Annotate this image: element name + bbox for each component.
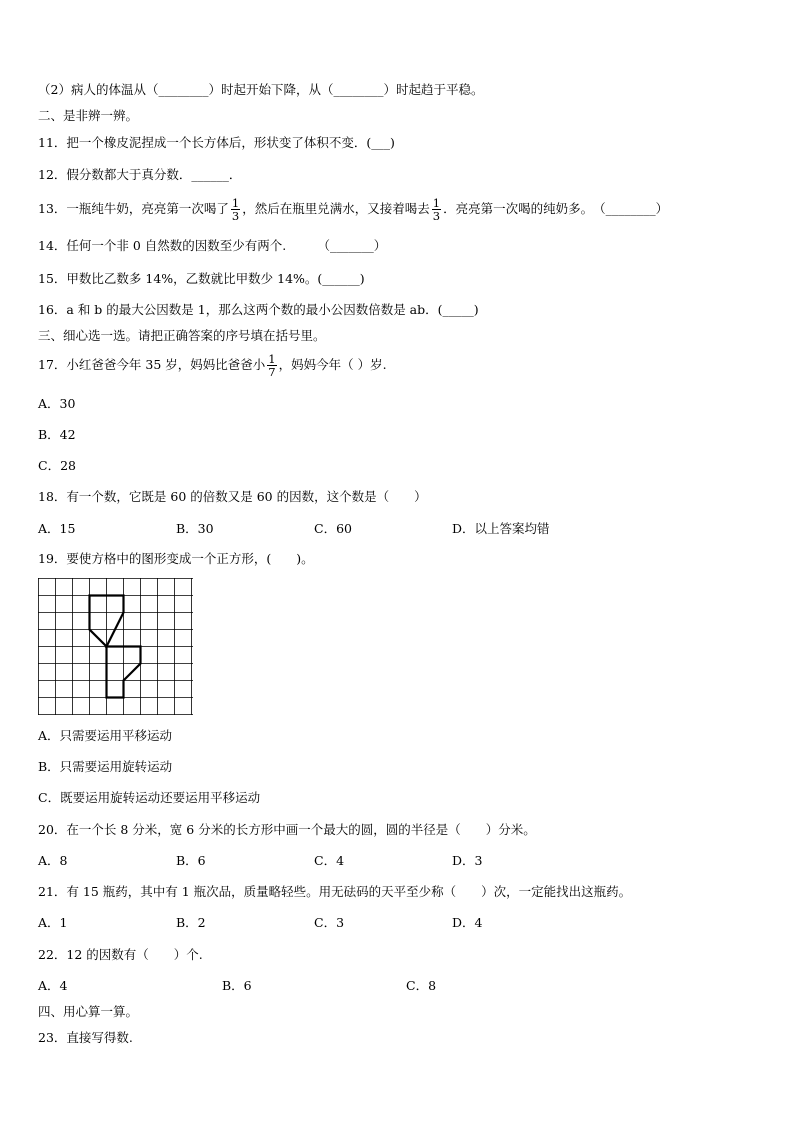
question-16: 16．a 和 b 的最大公因数是 1，那么这两个数的最小公因数倍数是 ab．(_____) (38, 302, 479, 317)
fraction-one-third: $\frac{1}{3}$ (231, 196, 240, 223)
question-15: 15．甲数比乙数多 14%，乙数就比甲数少 14%。(______) (38, 271, 365, 286)
q21-option-a[interactable]: A．1 (38, 915, 68, 930)
question-19: 19．要使方格中的图形变成一个正方形，( )。 (38, 551, 314, 566)
question-13 (38, 195, 668, 223)
q13-part-c: ．亮亮第一次喝的纯奶多。 （________） (443, 201, 669, 216)
q19-option-b[interactable]: B．只需要运用旋转运动 (38, 759, 173, 774)
fraction-one-seventh: $\frac{1}{7}$ (268, 352, 276, 379)
q17-part-a: 17．小红爸爸今年 35 岁，妈妈比爸爸小 (38, 357, 266, 372)
q20-option-a[interactable]: A．8 (38, 853, 68, 868)
q20-option-b[interactable]: B．6 (176, 853, 206, 868)
q21-option-d[interactable]: D．4 (452, 915, 483, 930)
question-17 (38, 351, 387, 379)
q20-option-c[interactable]: C．4 (314, 853, 345, 868)
q22-option-a[interactable]: A．4 (38, 978, 68, 993)
question-12: 12．假分数都大于真分数．______． (38, 167, 242, 182)
q17-part-b: ，妈妈今年（ ）岁. (278, 357, 387, 372)
line-q10-2: （2）病人的体温从（________）时起开始下降，从（________）时起趋于平稳。 (38, 82, 484, 97)
question-22: 22．12 的因数有（ ）个. (38, 947, 203, 962)
q18-option-c[interactable]: C．60 (314, 521, 352, 536)
section-4-heading: 四、用心算一算。 (38, 1004, 139, 1019)
q18-option-a[interactable]: A．15 (38, 521, 76, 536)
q17-option-c[interactable]: C．28 (38, 458, 76, 473)
fraction-one-third: $\frac{1}{3}$ (432, 196, 441, 223)
q22-option-c[interactable]: C．8 (406, 978, 437, 993)
square-grid-figure (38, 578, 194, 716)
question-14: 14．任何一个非 0 自然数的因数至少有两个. （_______） (38, 238, 387, 253)
question-23: 23．直接写得数. (38, 1030, 133, 1045)
question-21: 21．有 15 瓶药，其中有 1 瓶次品，质量略轻些。用无砝码的天平至少称（ ）次，一定能找出这瓶药。 (38, 884, 632, 899)
q21-option-b[interactable]: B．2 (176, 915, 206, 930)
q22-option-b[interactable]: B．6 (222, 978, 252, 993)
q18-option-d[interactable]: D．以上答案均错 (452, 521, 550, 536)
q17-option-a[interactable]: A．30 (38, 396, 76, 411)
q19-option-a[interactable]: A．只需要运用平移运动 (38, 728, 173, 743)
q17-option-b[interactable]: B．42 (38, 427, 76, 442)
q19-option-c[interactable]: C．既要运用旋转运动还要运用平移运动 (38, 790, 261, 805)
q21-option-c[interactable]: C．3 (314, 915, 345, 930)
q13-part-a: 13．一瓶纯牛奶，亮亮第一次喝了 (38, 201, 229, 216)
q20-option-d[interactable]: D．3 (452, 853, 483, 868)
question-11: 11．把一个橡皮泥捏成一个长方体后，形状变了体积不变．(___) (38, 135, 395, 150)
question-18: 18．有一个数，它既是 60 的倍数又是 60 的因数，这个数是（ ） (38, 489, 427, 504)
section-3-heading: 三、细心选一选。请把正确答案的序号填在括号里。 (38, 328, 326, 343)
q18-option-b[interactable]: B．30 (176, 521, 214, 536)
q13-part-b: ，然后在瓶里兑满水，又接着喝去 (242, 201, 430, 216)
section-2-heading: 二、是非辨一辨。 (38, 108, 139, 123)
question-20: 20．在一个长 8 分米，宽 6 分米的长方形中画一个最大的圆，圆的半径是（ ）分米。 (38, 822, 536, 837)
